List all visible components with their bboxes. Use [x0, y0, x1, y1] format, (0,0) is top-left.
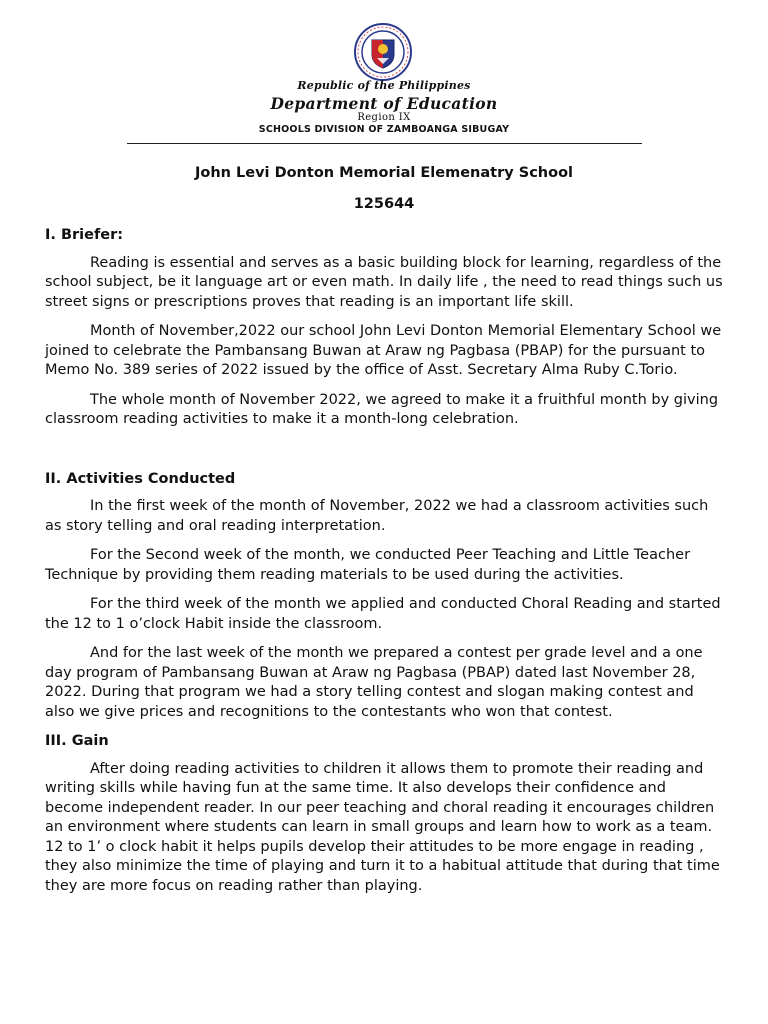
activities-paragraph: In the first week of the month of November, 2022 we had a classroom activities such as story telling and oral reading interpretation. — [45, 498, 709, 534]
briefer-paragraph: Reading is essential and serves as a basic building block for learning, regardless of the school subject, be it language art or even math. In daily life , the need to read things such us street signs or prescriptions proves that reading is an important life skill. — [45, 254, 723, 310]
school-name: John Levi Donton Memorial Elemenatry School — [194, 165, 574, 181]
briefer-heading: I. Briefer: — [45, 227, 124, 243]
activities-paragraph: For the Second week of the month, we conducted Peer Teaching and Little Teacher Technique by providing them reading materials to be used during the activities. — [45, 547, 691, 583]
section-spacer — [45, 440, 725, 470]
region-line: Region IX — [357, 112, 411, 123]
department-line: Department of Education — [270, 94, 498, 113]
activities-paragraph: For the third week of the month we applied and conducted Choral Reading and started the 12 to 1 o’clock Habit inside the classroom. — [45, 596, 721, 632]
activities-paragraph: And for the last week of the month we prepared a contest per grade level and a one day program of Pambansang Buwan at Araw ng Pagbasa (PBAP) dated last November 28, 2022. During that program we had a story telling contest and slogan making contest and also we give prices and recognitions to the contestants who won that contest. — [45, 645, 703, 720]
deped-seal-logo — [353, 22, 413, 82]
gain-heading: III. Gain — [45, 733, 109, 749]
header-divider — [127, 143, 642, 144]
gain-paragraph: After doing reading activities to children it allows them to promote their reading and writing skills while having fun at the same time. It also develops their confidence and become independent reader. In our peer teaching and choral reading it encourages children an environment where students can learn in small groups and learn how to work as a team. 12 to 1’ o clock habit it helps pupils develop their attitudes to be more engage in reading , they also minimize the time of playing and turn it to a habitual attitude that during that time they are more focus on reading rather than playing. — [45, 760, 720, 894]
activities-heading: II. Activities Conducted — [45, 470, 236, 487]
briefer-paragraph: Month of November,2022 our school John Levi Donton Memorial Elementary School we joined to celebrate the Pambansang Buwan at Araw ng Pagbasa (PBAP) for the pursuant to Memo No. 389 series of 2022 issued by the office of Asst. Secretary Alma Ruby C.Torio. — [45, 323, 722, 378]
school-code: 125644 — [353, 196, 415, 212]
division-line: SCHOOLS DIVISION OF ZAMBOANGA SIBUGAY — [258, 124, 510, 135]
document-body — [45, 226, 725, 906]
briefer-paragraph: The whole month of November 2022, we agreed to make it a fruithful month by giving classroom reading activities to make it a month-long celebration. — [45, 391, 719, 427]
republic-line: Republic of the Philippines — [297, 79, 471, 92]
